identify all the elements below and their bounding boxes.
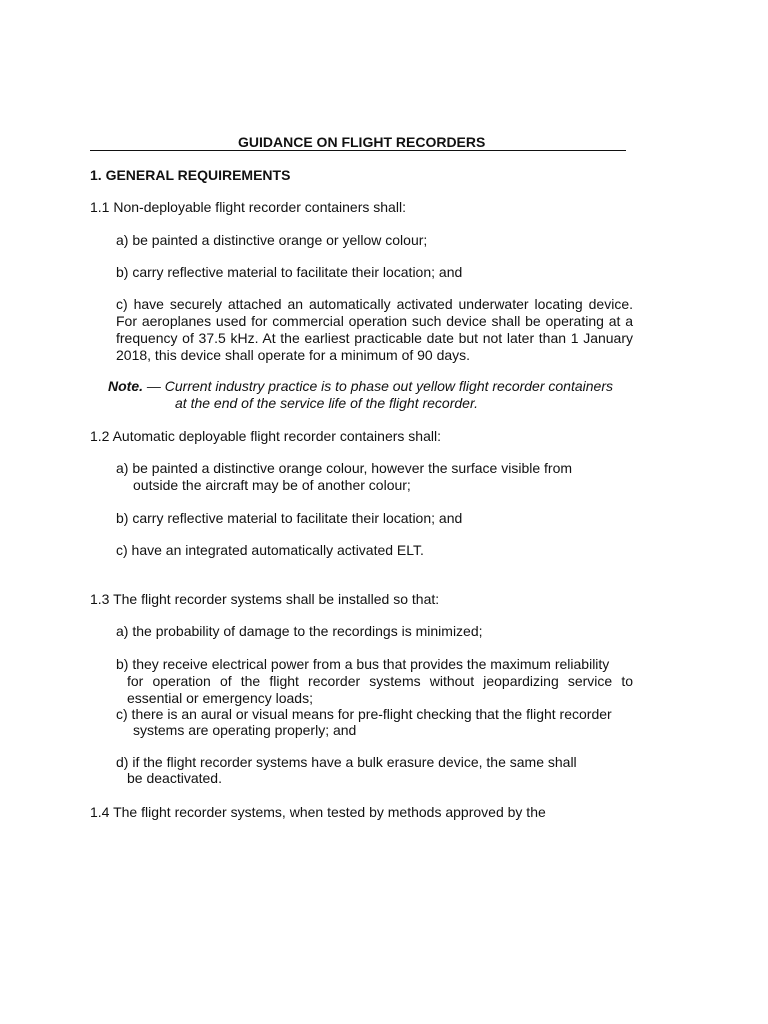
note bbox=[108, 378, 613, 395]
item-1-1-b: b) carry reflective material to facilitate their location; and bbox=[116, 264, 463, 280]
item-1-2-a-line2: outside the aircraft may be of another colour; bbox=[133, 477, 411, 493]
note-label: Note. bbox=[108, 378, 143, 394]
note-text-line1: — Current industry practice is to phase out yellow flight recorder containers bbox=[143, 378, 613, 394]
item-1-3-c-line2: systems are operating properly; and bbox=[133, 722, 357, 738]
item-1-2-c: c) have an integrated automatically activated ELT. bbox=[116, 542, 424, 558]
item-1-3-d-line1: d) if the flight recorder systems have a bulk erasure device, the same shall bbox=[116, 754, 577, 770]
title-underline bbox=[90, 134, 626, 151]
paragraph-1-4: 1.4 The flight recorder systems, when tested by methods approved by the bbox=[90, 804, 546, 820]
item-1-2-a-line1: a) be painted a distinctive orange colour, however the surface visible from bbox=[116, 460, 573, 476]
paragraph-1-3: 1.3 The flight recorder systems shall be installed so that: bbox=[90, 591, 440, 607]
item-1-3-b-line1: b) they receive electrical power from a bus that provides the maximum reliability bbox=[116, 656, 610, 672]
item-1-1-c: c) have securely attached an automatically activated underwater locating device. For aeroplanes used for commercial operation such device shall be operating at a frequency of 37.5 kHz. At the earliest practicable date but not later than 1 January 2018, this device shall operate for a minimum of 90 days. bbox=[116, 296, 633, 363]
item-1-3-c-line1: c) there is an aural or visual means for pre-flight checking that the flight recorder bbox=[116, 706, 612, 722]
paragraph-1-2: 1.2 Automatic deployable flight recorder containers shall: bbox=[90, 428, 441, 444]
item-1-3-a: a) the probability of damage to the recordings is minimized; bbox=[116, 623, 483, 639]
note-text-line2: at the end of the service life of the flight recorder. bbox=[175, 395, 478, 411]
item-1-2-b: b) carry reflective material to facilitate their location; and bbox=[116, 510, 463, 526]
paragraph-1-1: 1.1 Non-deployable flight recorder containers shall: bbox=[90, 199, 406, 215]
item-1-1-a: a) be painted a distinctive orange or yellow colour; bbox=[116, 232, 428, 248]
item-1-3-d-line2: be deactivated. bbox=[127, 770, 222, 786]
section-heading: 1. GENERAL REQUIREMENTS bbox=[90, 167, 291, 183]
document-title: GUIDANCE ON FLIGHT RECORDERS bbox=[238, 134, 486, 150]
item-1-3-b-rest: for operation of the flight recorder systems without jeopardizing service to essential or emergency loads; bbox=[127, 673, 633, 706]
